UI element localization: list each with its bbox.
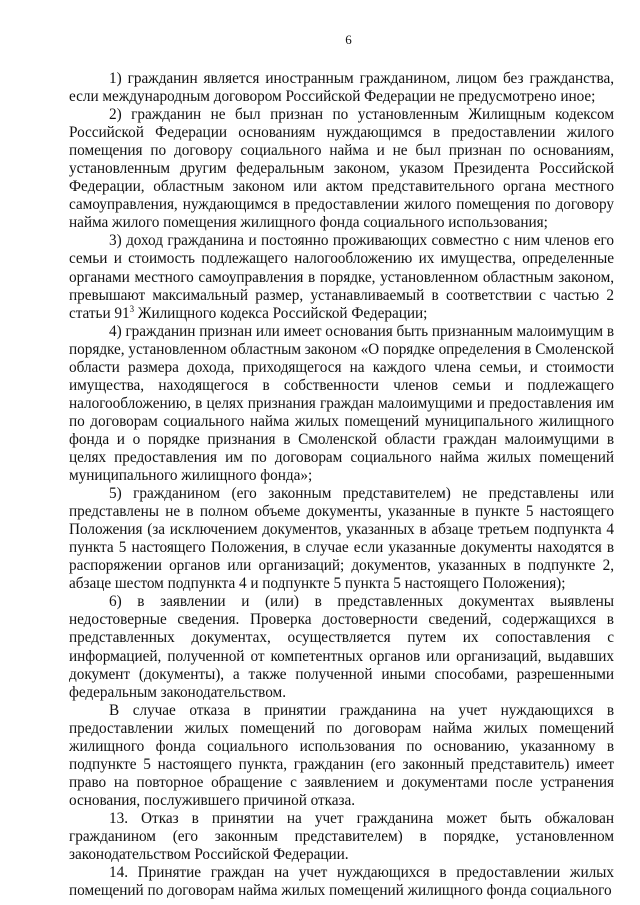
page-number: 6 — [345, 32, 352, 47]
paragraph-item-3-text: 3) доход гражданина и постоянно проживающих совместно с ним членов его семьи и стоимость подлежащего налогообложению их имущества, определенные органами местного самоуправления в порядке, установленном областным законом, превышают максимальный размер, устанавливаемый в соответствии с частью 2 статьи 91 — [69, 232, 614, 322]
paragraph-item-3-tail: Жилищного кодекса Российской Федерации; — [134, 304, 428, 322]
article-superscript: 3 — [129, 303, 135, 314]
paragraph-item-6: 6) в заявлении и (или) в представленных документах выявлены недостоверные сведения. Проверка достоверности сведений, содержащихся в представленных документах, осуществляется путем их сопоставления с информацией, полученной от компетентных органов или организаций, выдавших документ (документы), а также полученной иными способами, разрешенными федеральным законодательством. — [69, 593, 614, 701]
paragraph-item-4: 4) гражданин признан или имеет основания быть признанным малоимущим в порядке, установленном областным законом «О порядке определения в Смоленской области размера дохода, приходящегося на каждого члена семьи, и стоимости имущества, находящегося в собственности членов семьи и подлежащего налогообложению, в целях признания граждан малоимущими и предоставления им по договорам социального найма жилых помещений муниципального жилищного фонда и о порядке признания в Смоленской области граждан малоимущими в целях предоставления им по договорам социального найма жилых помещений муниципального жилищного фонда»; — [69, 322, 614, 485]
paragraph-clause-14: 14. Принятие граждан на учет нуждающихся в предоставлении жилых помещений по договорам найма жилых помещений жилищного фонда социального — [69, 864, 614, 900]
paragraph-item-2: 2) гражданин не был признан по установленным Жилищным кодексом Российской Федерации основаниям нуждающимся в предоставлении жилого помещения по договору социального найма и не был признан по основаниям, установленным другим федеральным законом, указом Президента Российской Федерации, областным законом или актом представительного органа местного самоуправления, нуждающимся в предоставлении жилого помещения по договору найма жилого помещения жилищного фонда социального использования; — [69, 106, 614, 232]
paragraph-item-1: 1) гражданин является иностранным гражданином, лицом без гражданства, если международным договором Российской Федерации не предусмотрено иное; — [69, 70, 614, 106]
paragraph-item-3 — [69, 232, 614, 322]
paragraph-clause-13: 13. Отказ в принятии на учет гражданина может быть обжалован гражданином (его законным представителем) в порядке, установленном законодательством Российской Федерации. — [69, 809, 614, 864]
paragraph-item-5: 5) гражданином (его законным представителем) не представлены или представлены не в полном объеме документы, указанные в пункте 5 настоящего Положения (за исключением документов, указанных в абзаце третьем подпункта 4 пункта 5 настоящего Положения, в случае если указанные документы находятся в распоряжении органов или организаций; документов, указанных в подпункте 2, абзаце шестом подпункта 4 и подпункте 5 пункта 5 настоящего Положения); — [69, 485, 614, 593]
paragraph-refusal-case: В случае отказа в принятии гражданина на учет нуждающихся в предоставлении жилых помещений по договорам найма жилых помещений жилищного фонда социального использования по основанию, указанному в подпункте 5 настоящего пункта, гражданин (его законный представитель) имеет право на повторное обращение с заявлением и документами после устранения основания, послужившего причиной отказа. — [69, 701, 614, 809]
